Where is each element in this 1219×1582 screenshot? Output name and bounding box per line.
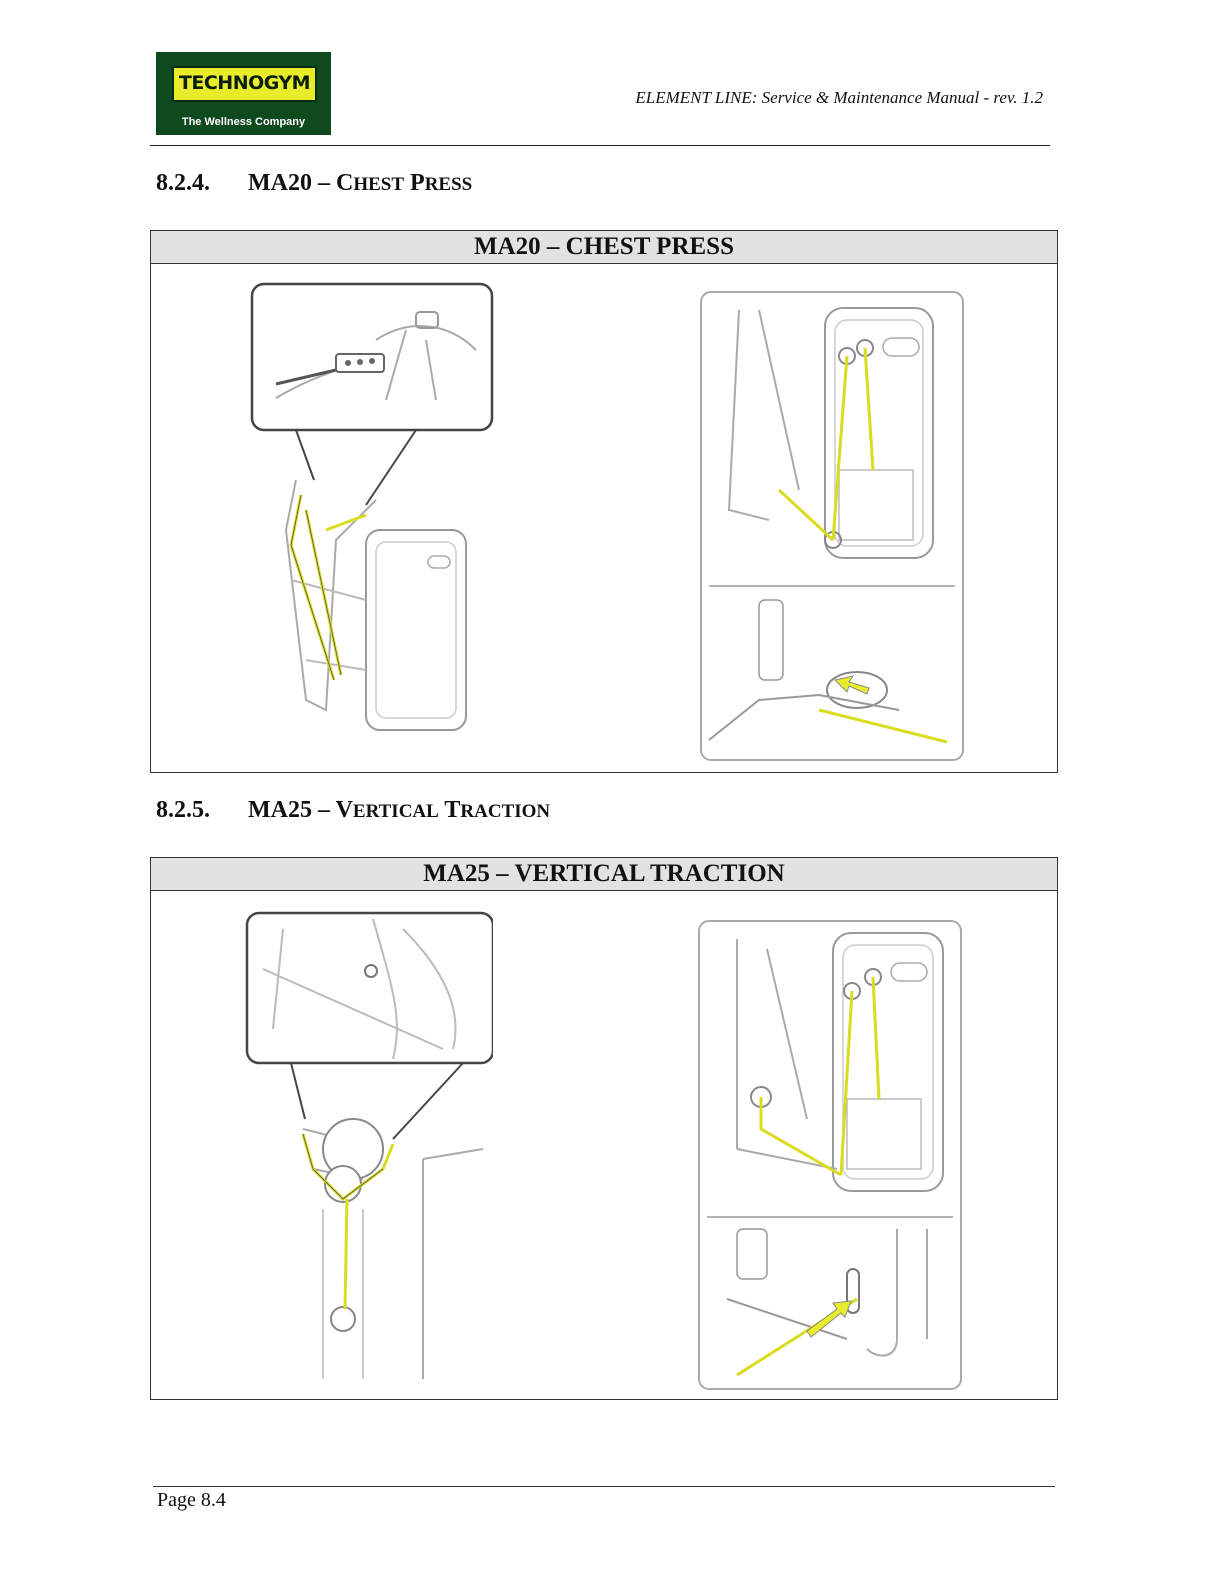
illustration-cable-detail-ma25 [697, 919, 963, 1393]
document-title: ELEMENT LINE: Service & Maintenance Manual - rev. 1.2 [635, 88, 1043, 107]
figure-title: MA25 – VERTICAL TRACTION [151, 858, 1057, 891]
section-word2-rest: RACTION [460, 801, 551, 822]
section-number: 8.2.5. [156, 797, 210, 823]
illustration-cable-routing-ma25 [243, 909, 493, 1384]
technogym-logo [156, 52, 331, 135]
section-heading-ma25 [156, 797, 550, 824]
section-number: 8.2.4. [156, 170, 210, 196]
logo-badge [172, 66, 317, 102]
logo-tagline: The Wellness Company [181, 116, 306, 128]
page-number: Page 8.4 [157, 1489, 226, 1511]
footer-divider [153, 1486, 1055, 1487]
section-word1-rest: HEST [353, 174, 405, 195]
section-word1-initial: C [335, 170, 354, 196]
section-word1-rest: ERTICAL [352, 801, 439, 822]
header-divider [150, 145, 1050, 146]
section-prefix: MA20 – [248, 170, 336, 196]
logo-brand: TECHNOGYM [178, 72, 311, 94]
section-word2-initial: P [410, 170, 425, 196]
section-prefix: MA25 – [248, 797, 336, 823]
section-word2-initial: T [444, 797, 461, 823]
figure-box-ma25 [150, 857, 1058, 1400]
section-word2-rest: RESS [424, 174, 473, 195]
figure-title: MA20 – CHEST PRESS [151, 231, 1057, 264]
illustration-cable-routing-ma20 [246, 280, 506, 755]
illustration-cable-detail-ma20 [699, 290, 965, 764]
section-word1-initial: V [335, 797, 353, 823]
section-heading-ma20 [156, 170, 472, 197]
figure-box-ma20 [150, 230, 1058, 773]
